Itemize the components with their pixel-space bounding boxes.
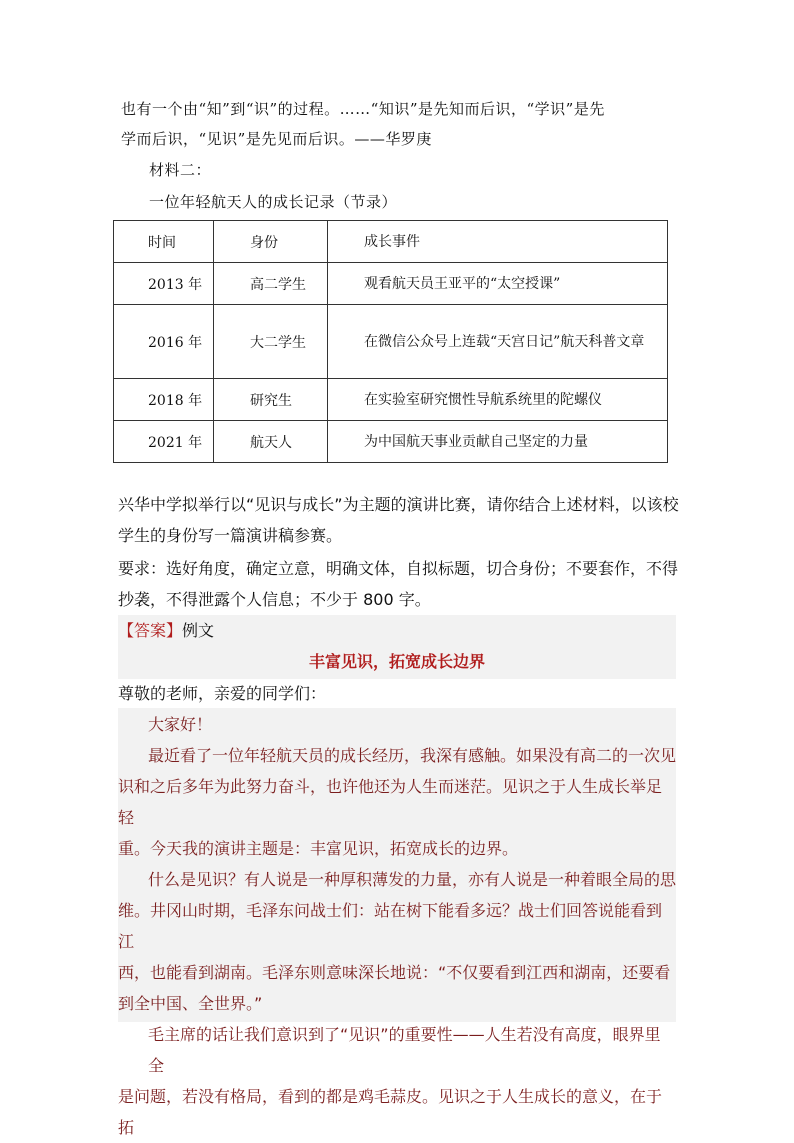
growth-record-table <box>113 220 668 463</box>
essay-line: 毛主席的话让我们意识到了“见识”的重要性——人生若没有高度，眼界里全 <box>148 1025 661 1075</box>
essay-line: 西，也能看到湖南。毛泽东则意味深长地说：“不仅要看到江西和湖南，还要看 <box>118 963 671 982</box>
answer-header <box>118 618 214 641</box>
essay-line: 最近看了一位年轻航天员的成长经历，我深有感触。如果没有高二的一次见 <box>148 746 677 765</box>
task-line: 要求：选好角度，确定立意，明确文体，自拟标题，切合身份；不要套作，不得 <box>118 559 679 578</box>
cell-year: 2021 年 <box>114 421 214 463</box>
essay-line: 识和之后多年为此努力奋斗，也许他还为人生而迷茫。见识之于人生成长举足轻 <box>118 777 663 827</box>
table-row <box>114 263 668 305</box>
essay-line: 什么是见识？有人说是一种厚积薄发的力量，亦有人说是一种着眼全局的思 <box>148 870 677 889</box>
essay-line: 是问题，若没有格局，看到的都是鸡毛蒜皮。见识之于人生成长的意义，在于拓 <box>118 1087 663 1137</box>
essay-title: 丰富见识，拓宽成长边界 <box>308 652 485 671</box>
cell-role: 研究生 <box>214 379 328 421</box>
table-header-row <box>114 221 668 263</box>
intro-line: 学而后识，“见识”是先见而后识。——华罗庚 <box>121 130 432 148</box>
intro-line: 也有一个由“知”到“识”的过程。……“知识”是先知而后识，“学识”是先 <box>121 100 605 118</box>
table-row <box>114 379 668 421</box>
cell-event: 在实验室研究惯性导航系统里的陀螺仪 <box>328 379 668 421</box>
cell-year: 2013 年 <box>114 263 214 305</box>
essay-body <box>118 709 676 1143</box>
task-line: 学生的身份写一篇演讲稿参赛。 <box>118 526 343 545</box>
header-event: 成长事件 <box>328 221 668 263</box>
table-row <box>114 305 668 379</box>
cell-event: 观看航天员王亚平的“太空授课” <box>328 263 668 305</box>
cell-event: 为中国航天事业贡献自己坚定的力量 <box>328 421 668 463</box>
cell-year: 2018 年 <box>114 379 214 421</box>
material-label: 材料二： <box>149 161 212 179</box>
table-row <box>114 421 668 463</box>
cell-role: 航天人 <box>214 421 328 463</box>
essay-line: 维。井冈山时期，毛泽东问战士们：站在树下能看多远？战士们回答说能看到江 <box>118 901 663 951</box>
header-year: 时间 <box>114 221 214 263</box>
essay-line: 到全中国、全世界。” <box>118 994 263 1013</box>
salutation: 尊敬的老师，亲爱的同学们： <box>118 684 327 703</box>
cell-year: 2016 年 <box>114 305 214 379</box>
cell-event: 在微信公众号上连载“天宫日记”航天科普文章 <box>328 305 668 379</box>
answer-label: 例文 <box>182 621 215 640</box>
essay-line: 重。今天我的演讲主题是：丰富见识，拓宽成长的边界。 <box>118 839 519 858</box>
cell-role: 大二学生 <box>214 305 328 379</box>
cell-role: 高二学生 <box>214 263 328 305</box>
essay-line: 大家好！ <box>148 715 213 734</box>
header-role: 身份 <box>214 221 328 263</box>
task-line: 兴华中学拟举行以“见识与成长”为主题的演讲比赛，请你结合上述材料，以该校 <box>118 495 679 514</box>
answer-tag: 【答案】 <box>118 621 183 640</box>
table-caption: 一位年轻航天人的成长记录（节录） <box>149 193 398 211</box>
task-line: 抄袭，不得泄露个人信息；不少于 800 字。 <box>118 590 431 609</box>
